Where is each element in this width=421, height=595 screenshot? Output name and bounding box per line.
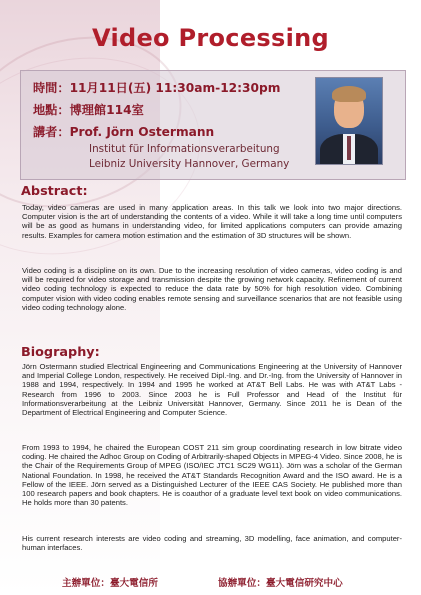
affiliation-line-2: Leibniz University Hannover, Germany [89,158,290,170]
speaker-row [33,123,214,140]
abstract-heading: Abstract: [21,184,88,199]
biography-paragraph: Jörn Ostermann studied Electrical Engineering and Communications Engineering at the University of Hannover and Imperial College London, respectively. He received Dipl.-Ing. and Dr.-Ing. from the University of Hannover in 1988 and 1994, respectively. In 1994 and 1995 he worked at AT&T Bell Labs. He was with AT&T Labs - Research from 1996 to 2003. Since 2003 he is Full Professor and Head of the Institut für Informationsverarbeitung at the Leibniz Universität Hannover, Germany. Since 2011 he is Dean of the Department of Electrical Engineering and Computer Science. [22,362,402,418]
time-label: 時間： [33,81,70,95]
biography-paragraph: From 1993 to 1994, he chaired the European COST 211 sim group coordinating research in low bitrate video coding. He chaired the Adhoc Group on Coding of Arbitrarily-shaped Objects in MPEG-4 Video. Since 2008, he is the Chair of the Requirements Group of MPEG (ISO/IEC JTC1 SC29 WG11). Jörn was a scholar of the German National Foundation. In 1998, he received the AT&T Standards Recognition Award and the ISO award. He is a Fellow of the IEEE. Jörn served as a Distinguished Lecturer of the IEEE CAS Society. He published more than 100 research papers and book chapters. He is coauthor of a graduate level text book on video communications. He holds more than 30 patents. [22,443,402,508]
biography-paragraph: His current research interests are video coding and streaming, 3D modelling, face animation, and computer-human interfaces. [22,534,402,553]
page-title: Video Processing [92,24,329,52]
affiliation-line-1: Institut für Informationsverarbeitung [89,143,280,155]
abstract-paragraph: Today, video cameras are used in many application areas. In this talk we look into two major directions. Computer vision is the art of understanding the contents of a video. While it will take a long time until computers will be as good as humans in understanding video, for limited applications computers can provide amazing results. Examples for camera motion estimation and the estimation of 3D structures will be shown. [22,203,402,240]
place-label: 地點： [33,103,70,117]
speaker-label: 講者： [33,125,70,139]
abstract-paragraph: Video coding is a discipline on its own. Due to the increasing resolution of video cameras, video coding is and will be required for video storage and transmission despite the growing network capacity. Refinement of current video coding technology is expected to reduce the data rate by 50% for high resolution video. Combining computer vision with video coding enables remote sensing and surveillance scenarios that are not feasible using video coding technology alone. [22,266,402,312]
info-box [20,70,406,180]
biography-heading: Biography: [21,345,100,360]
organizer-label: 主辦單位：臺大電信所 [62,578,158,589]
speaker-photo [315,77,383,165]
place-row [33,101,144,118]
time-value: 11月11日(五) 11:30am-12:30pm [69,81,281,95]
place-value: 博理館114室 [69,103,144,117]
speaker-name: Prof. Jörn Ostermann [69,125,215,139]
time-row [33,79,280,96]
co-organizer-label: 協辦單位：臺大電信研究中心 [218,578,343,589]
